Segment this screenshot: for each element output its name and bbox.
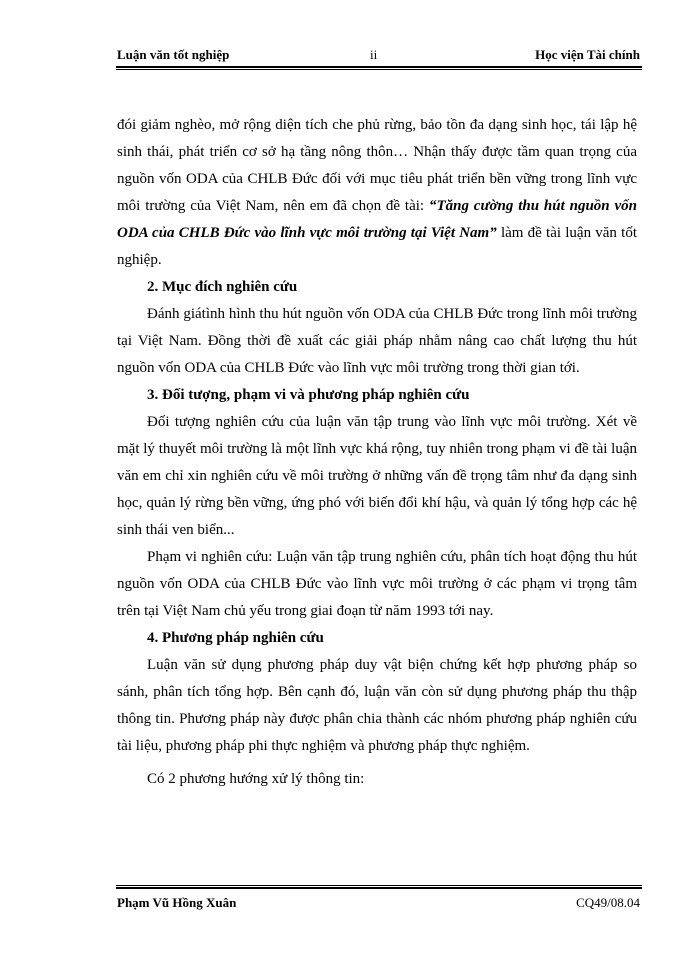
section-heading-purpose: 2. Mục đích nghiên cứu [147,279,298,295]
paragraph-intro-lead: đói giảm nghèo, mở rộng diện tích che phủ rừng, bảo tồn đa dạng sinh học, tái lập hệ sinh thái, phát triển cơ sở hạ tầng nông thôn… Nhận thấy được tầm quan trọng của nguồn vốn ODA của CHLB Đức đối với mục tiêu phát triển bền vững trong lĩnh vực môi trường của Việt Nam, nên em đã chọn đề tài: [117,117,637,214]
paragraph-processing: Có 2 phương hướng xử lý thông tin: [147,771,365,787]
footer-class-code: CQ49/08.04 [576,895,640,910]
thesis-title: “Tăng cường thu hút nguồn vốn ODA của CHLB Đức vào lĩnh vực môi trường tại Việt Nam” [117,198,637,241]
footer-author: Phạm Vũ Hồng Xuân [117,895,237,910]
document-body [117,112,637,793]
header-thesis-label: Luận văn tốt nghiệp [117,47,230,62]
paragraph-methods: Luận văn sử dụng phương pháp duy vật biện chứng kết hợp phương pháp so sánh, phân tích tổng hợp. Bên cạnh đó, luận văn còn sử dụng phương pháp thu thập thông tin. Phương pháp này được phân chia thành các nhóm phương pháp nghiên cứu tài liệu, phương pháp phi thực nghiệm và phương pháp thực nghiệm. [117,657,637,754]
paragraph-subject: Đối tượng nghiên cứu của luận văn tập trung vào lĩnh vực môi trường. Xét về mặt lý thuyết môi trường là một lĩnh vực khá rộng, tuy nhiên trong phạm vi đề tài luận văn em chỉ xin nghiên cứu về môi trường ở những vấn đề trọng tâm như đa dạng sinh học, quản lý rừng bền vững, ứng phó với biến đổi khí hậu, và quản lý tổng hợp các hệ sinh thái ven biển... [117,414,637,538]
page-number: ii [370,47,378,62]
paragraph-scope: Phạm vi nghiên cứu: Luận văn tập trung nghiên cứu, phân tích hoạt động thu hút nguồn vốn ODA của CHLB Đức vào lĩnh vực môi trường ở các phạm vi trọng tâm trên tại Việt Nam chủ yếu trong giai đoạn từ năm 1993 tới nay. [117,549,637,619]
paragraph-purpose: Đánh giátình hình thu hút nguồn vốn ODA của CHLB Đức trong lĩnh môi trường tại Việt Nam. Đồng thời đề xuất các giải pháp nhằm nâng cao chất lượng thu hút nguồn vốn ODA của CHLB Đức vào lĩnh vực môi trường trong thời gian tới. [117,306,637,376]
footer-rule [116,885,642,889]
header-institution: Học viện Tài chính [535,47,640,62]
page-header [117,47,640,67]
section-heading-methods: 4. Phương pháp nghiên cứu [147,630,324,646]
header-rule [116,66,642,70]
paragraph-intro [117,112,637,274]
paragraph-intro-tail: làm đề tài luận văn tốt nghiệp. [117,225,637,268]
page-footer [117,895,640,915]
section-heading-scope: 3. Đối tượng, phạm vi và phương pháp nghiên cứu [147,387,470,403]
